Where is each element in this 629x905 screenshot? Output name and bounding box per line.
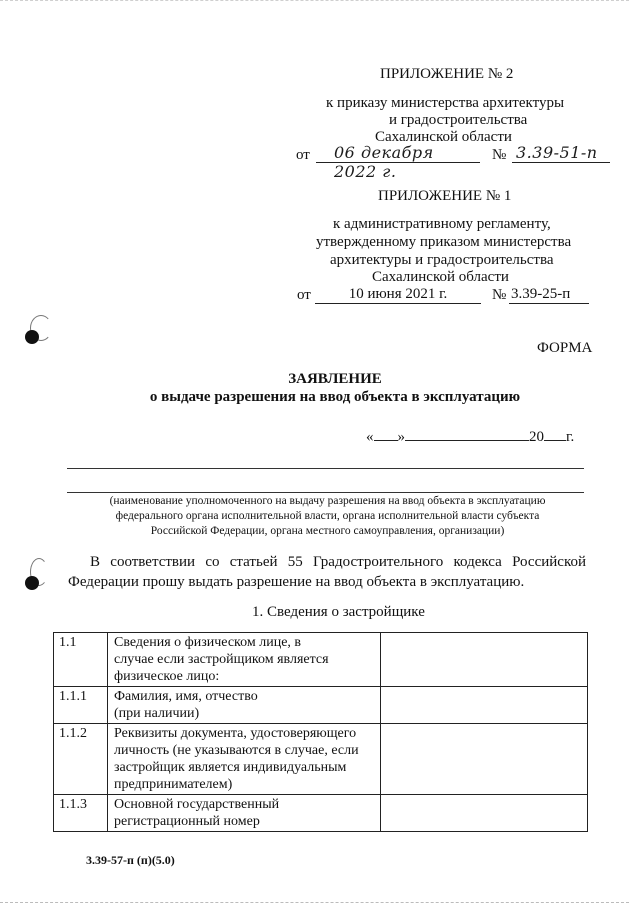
row-label (108, 724, 381, 795)
row-label-line: случае если застройщиком является (114, 652, 329, 667)
footer-code: 3.39-57-п (п)(5.0) (86, 853, 175, 867)
date-day-field (374, 427, 398, 441)
row-label-line: личность (не указываются в случае, если (114, 743, 359, 758)
appendix2-number-field (512, 143, 610, 163)
appendix1-from-label: от (297, 287, 311, 303)
row-label-line: Реквизиты документа, удостоверяющего (114, 726, 357, 741)
row-label-line: Основной государственный (114, 797, 280, 812)
punch-hole-icon (25, 330, 39, 344)
appendix2-from-label: от (296, 147, 310, 163)
scan-bottom-edge (0, 902, 629, 903)
row-label-line: предпринимателем) (114, 777, 233, 792)
date-year-prefix: 20 (529, 429, 544, 445)
statement-title: ЗАЯВЛЕНИЕ (288, 371, 382, 387)
form-label: ФОРМА (537, 340, 593, 356)
row-label-line: регистрационный номер (114, 814, 260, 829)
paragraph-line1: В соответствии со статьей 55 Градостроительного кодекса Российской (90, 554, 586, 570)
appendix2-line3: Сахалинской области (375, 129, 512, 145)
appendix2-title: ПРИЛОЖЕНИЕ № 2 (380, 66, 514, 82)
appendix1-title: ПРИЛОЖЕНИЕ № 1 (378, 188, 512, 204)
row-label-line: физическое лицо: (114, 669, 220, 684)
authority-line-2 (67, 492, 584, 493)
authority-caption-line3: Российской Федерации, органа местного самоуправления, организации) (150, 525, 505, 537)
scan-top-edge (0, 0, 629, 1)
appendix2-number-handwritten: 3.39-51-п (516, 143, 598, 162)
appendix2-date-handwritten: 06 декабря 2022 г. (334, 143, 434, 181)
authority-caption-line1: (наименование уполномоченного на выдачу разрешения на ввод объекта в эксплуатацию (109, 495, 546, 507)
row-label-line: Сведения о физическом лице, в (114, 635, 302, 650)
appendix2-line2: и градостроительства (389, 112, 528, 128)
appendix1-number-label: № (492, 287, 507, 303)
row-number: 1.1 (54, 633, 108, 687)
appendix1-date: 10 июня 2021 г. (315, 286, 481, 304)
statement-subtitle: о выдаче разрешения на ввод объекта в эксплуатацию (149, 389, 521, 405)
statement-date-line (366, 427, 574, 444)
appendix1-line4: Сахалинской области (372, 269, 509, 285)
table-row (54, 633, 588, 687)
row-value-cell[interactable] (381, 633, 588, 687)
paragraph-line2: Федерации прошу выдать разрешение на ввод объекта в эксплуатацию. (68, 574, 525, 590)
section1-title: 1. Сведения о застройщике (252, 604, 425, 620)
date-open-quote: « (366, 429, 374, 445)
row-value-cell[interactable] (381, 687, 588, 724)
date-year-suffix: г. (566, 429, 575, 445)
appendix1-line1: к административному регламенту, (333, 216, 551, 232)
appendix1-line3: архитектуры и градостроительства (330, 252, 554, 268)
row-label-line: застройщик является индивидуальным (114, 760, 347, 775)
row-number: 1.1.3 (54, 795, 108, 832)
row-number: 1.1.2 (54, 724, 108, 795)
authority-caption-line2: федерального органа исполнительной власти, органа исполнительной власти субъекта (115, 510, 540, 522)
date-year-field (544, 427, 566, 441)
authority-line-1 (67, 468, 584, 469)
row-value-cell[interactable] (381, 795, 588, 832)
row-value-cell[interactable] (381, 724, 588, 795)
appendix1-number: 3.39-25-п (509, 286, 589, 304)
table-row (54, 724, 588, 795)
date-close-quote: » (397, 429, 405, 445)
date-month-field (405, 427, 529, 441)
row-label-line: (при наличии) (114, 706, 200, 721)
punch-hole-icon (25, 576, 39, 590)
row-label (108, 687, 381, 724)
developer-info-table (53, 632, 588, 832)
appendix2-date-field (316, 143, 480, 181)
row-number: 1.1.1 (54, 687, 108, 724)
row-label (108, 795, 381, 832)
appendix2-number-label: № (492, 147, 507, 163)
row-label (108, 633, 381, 687)
row-label-line: Фамилия, имя, отчество (114, 689, 258, 704)
appendix2-line1: к приказу министерства архитектуры (326, 95, 565, 111)
table-row (54, 687, 588, 724)
appendix1-line2: утвержденному приказом министерства (316, 234, 572, 250)
table-row (54, 795, 588, 832)
